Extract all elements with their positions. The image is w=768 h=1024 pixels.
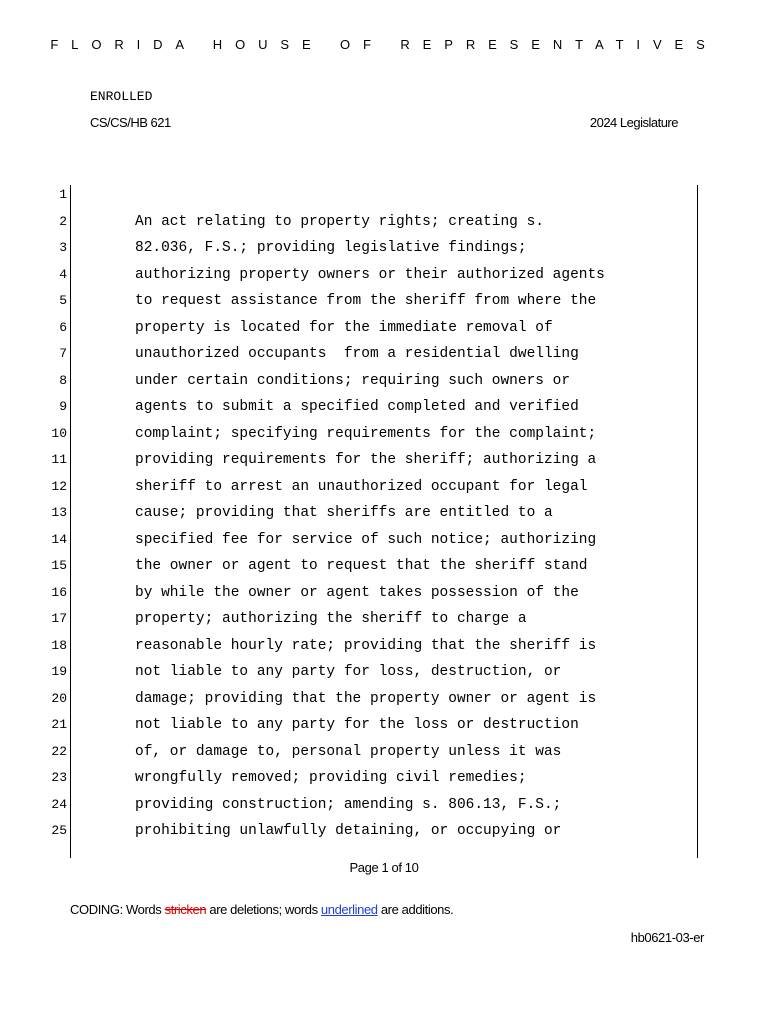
bill-line (0, 341, 768, 368)
line-text: of, or damage to, personal property unless it was (135, 743, 562, 760)
line-number: 4 (59, 266, 67, 282)
line-number: 7 (59, 346, 67, 361)
line-text: An act relating to property rights; creating s. (135, 213, 544, 230)
line-text: unauthorized occupants from a residential dwelling (135, 346, 579, 362)
line-text: providing construction; amending s. 806.13, F.S.; (135, 796, 562, 813)
page-number: Page 1 of 10 (349, 860, 419, 875)
line-text: agents to submit a specified completed and verified (135, 399, 579, 415)
line-text: under certain conditions; requiring such owners or (135, 372, 571, 389)
bill-line (0, 818, 768, 845)
coding-underlined-sample: underlined (320, 902, 378, 917)
line-text: damage; providing that the property owner or agent is (135, 690, 597, 707)
line-number: 15 (51, 558, 67, 573)
line-text: reasonable hourly rate; providing that the sheriff is (135, 637, 597, 654)
bill-line (0, 739, 768, 766)
line-text: providing requirements for the sheriff; authorizing a (135, 452, 597, 468)
chamber-title: FLORIDA HOUSE OF REPRESENTATIVES (50, 37, 718, 52)
bill-line (0, 633, 768, 660)
line-number: 1 (59, 187, 67, 202)
bill-line (0, 792, 768, 819)
line-text: not liable to any party for the loss or destruction (135, 717, 579, 733)
bill-line (0, 474, 768, 501)
line-text: by while the owner or agent takes possession of the (135, 584, 579, 601)
coding-legend (70, 902, 453, 917)
line-number: 22 (51, 743, 67, 759)
line-number: 5 (59, 293, 67, 308)
bill-line (0, 580, 768, 607)
bill-line (0, 527, 768, 554)
bill-line (0, 765, 768, 792)
line-number: 20 (51, 690, 67, 706)
line-number: 23 (51, 770, 67, 785)
bill-line (0, 315, 768, 342)
line-text: the owner or agent to request that the sheriff stand (135, 558, 588, 574)
line-number: 21 (51, 717, 67, 732)
bill-line (0, 500, 768, 527)
line-number: 19 (51, 664, 67, 679)
bill-number: CS/CS/HB 621 (90, 115, 171, 130)
bill-line (0, 235, 768, 262)
line-number: 18 (51, 637, 67, 653)
bill-line (0, 712, 768, 739)
line-number: 25 (51, 823, 67, 838)
line-text: not liable to any party for loss, destruction, or (135, 664, 562, 680)
line-number: 17 (51, 611, 67, 626)
line-number: 8 (59, 372, 67, 388)
bill-line (0, 659, 768, 686)
line-text: authorizing property owners or their authorized agents (135, 266, 605, 283)
bill-line (0, 209, 768, 236)
line-number: 2 (59, 213, 67, 229)
line-text: wrongfully removed; providing civil remedies; (135, 770, 527, 786)
line-text: prohibiting unlawfully detaining, or occupying or (135, 823, 562, 839)
line-number: 14 (51, 531, 67, 547)
enrolled-status: ENROLLED (90, 89, 153, 104)
line-text: specified fee for service of such notice; authorizing (135, 531, 597, 548)
bill-line (0, 686, 768, 713)
bill-line (0, 262, 768, 289)
line-number: 24 (51, 796, 67, 812)
bill-text-lines (0, 182, 768, 845)
bill-line (0, 394, 768, 421)
bill-line (0, 421, 768, 448)
line-text: 82.036, F.S.; providing legislative findings; (135, 240, 527, 256)
coding-middle: are deletions; words (206, 902, 321, 917)
coding-prefix: CODING: Words (70, 902, 165, 917)
bill-line (0, 288, 768, 315)
document-id: hb0621-03-er (630, 930, 704, 945)
line-number: 12 (51, 478, 67, 494)
line-text: property; authorizing the sheriff to charge a (135, 611, 527, 627)
line-text: cause; providing that sheriffs are entitled to a (135, 505, 553, 521)
legislature-year: 2024 Legislature (589, 115, 678, 130)
line-number: 10 (51, 425, 67, 441)
bill-line (0, 182, 768, 209)
line-number: 6 (59, 319, 67, 335)
line-number: 11 (51, 452, 67, 467)
line-text: property is located for the immediate removal of (135, 319, 553, 336)
line-number: 16 (51, 584, 67, 600)
bill-line (0, 606, 768, 633)
line-number: 3 (59, 240, 67, 255)
line-text: complaint; specifying requirements for the complaint; (135, 425, 597, 442)
line-text: sheriff to arrest an unauthorized occupant for legal (135, 478, 588, 495)
line-number: 13 (51, 505, 67, 520)
bill-line (0, 447, 768, 474)
bill-line (0, 368, 768, 395)
bill-line (0, 553, 768, 580)
line-number: 9 (59, 399, 67, 414)
coding-stricken-sample: stricken (164, 902, 207, 917)
coding-suffix: are additions. (377, 902, 454, 917)
line-text: to request assistance from the sheriff from where the (135, 293, 597, 309)
